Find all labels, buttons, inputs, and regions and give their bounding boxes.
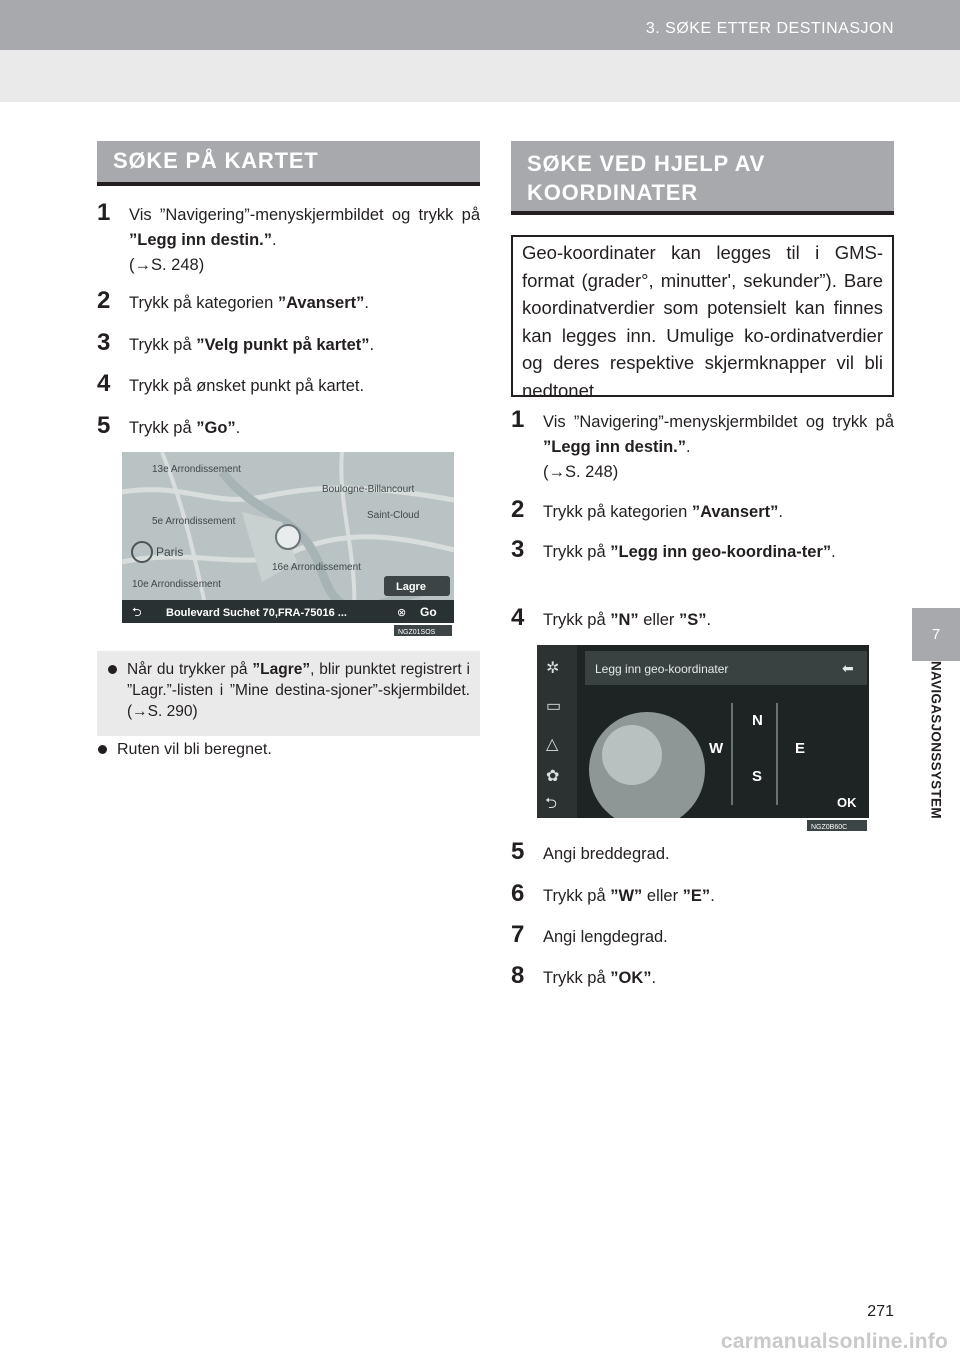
- map-label: 13e Arrondissement: [152, 464, 241, 475]
- step-number: 4: [511, 604, 525, 631]
- chapter-number-tab: 7: [912, 608, 960, 661]
- map-label: Paris: [156, 545, 184, 559]
- section-heading-coordinates: SØKE VED HJELP AV KOORDINATER: [511, 141, 894, 215]
- key-s[interactable]: S: [752, 768, 763, 785]
- step-2-right: 2 Trykk på kategorien ”Avansert”.: [511, 496, 783, 523]
- section-heading-map-search: SØKE PÅ KARTET: [97, 141, 480, 186]
- save-label: Lagre: [396, 581, 426, 593]
- go-button[interactable]: Go: [420, 605, 437, 619]
- step-number: 1: [511, 406, 525, 433]
- step-2-left: 2 Trykk på kategorien ”Avansert”.: [97, 287, 369, 314]
- delete-icon[interactable]: ⬅: [842, 660, 854, 676]
- step-number: 3: [511, 536, 525, 563]
- step-8-right: 8 Trykk på ”OK”.: [511, 962, 657, 989]
- image-code: NGZ01SOS: [398, 629, 436, 636]
- geo-coordinate-screenshot: [537, 645, 869, 832]
- step-number: 4: [97, 370, 111, 397]
- chapter-label-tab: [912, 661, 960, 911]
- step-number: 2: [511, 496, 525, 523]
- key-n[interactable]: N: [752, 712, 763, 729]
- address-bar: Boulevard Suchet 70,FRA-75016 ...: [166, 607, 347, 619]
- settings-icon[interactable]: ✲: [546, 660, 560, 677]
- chapter-label: NAVIGASJONSSYSTEM: [928, 661, 944, 819]
- intro-box: Geo-koordinater kan legges til i GMS-format (grader°, minutter', sekunder”). Bare koordinatverdier som potensielt kan finnes kan legges inn. Umulige ko-ordinatverdier og deres respektive skjermknapper vil bli nedtonet.: [511, 235, 894, 397]
- page-number: 271: [867, 1303, 894, 1320]
- step-number: 2: [97, 287, 111, 314]
- map-label: 16e Arrondissement: [272, 562, 361, 573]
- step-number: 5: [97, 412, 111, 439]
- step-number: 8: [511, 962, 525, 989]
- step-3-left: 3 Trykk på ”Velg punkt på kartet”.: [97, 329, 375, 356]
- step-5-left: 5 Trykk på ”Go”.: [97, 412, 241, 439]
- ok-button[interactable]: OK: [837, 795, 857, 810]
- step-number: 7: [511, 921, 525, 948]
- header-shade: [0, 50, 960, 102]
- screen-title: Legg inn geo-koordinater: [595, 662, 729, 676]
- bullet-route: Ruten vil bli beregnet.: [97, 739, 272, 761]
- map-label: 5e Arrondissement: [152, 516, 236, 527]
- bullet-dot: [108, 665, 117, 674]
- map-label: Saint-Cloud: [367, 510, 420, 521]
- note-box: Når du trykker på ”Lagre”, blir punktet registrert i ”Lagr.”-listen i ”Mine destina-sjoner”-skjermbildet. (→S. 290): [97, 651, 480, 736]
- step-number: 5: [511, 838, 525, 865]
- step-4-left: 4 Trykk på ønsket punkt på kartet.: [97, 370, 365, 397]
- map-screenshot: [122, 452, 454, 637]
- step-4-right: 4 Trykk på ”N” eller ”S”.: [511, 604, 712, 631]
- step-1-right: 1 Vis ”Navigering”-menyskjermbildet og trykk på ”Legg inn destin.”. (→S. 248): [511, 406, 894, 481]
- card-icon[interactable]: ▭: [546, 698, 562, 715]
- step-5-right: 5 Angi breddegrad.: [511, 838, 670, 865]
- step-6-right: 6 Trykk på ”W” eller ”E”.: [511, 880, 715, 907]
- map-label: Boulogne-Billancourt: [322, 484, 415, 495]
- step-number: 1: [97, 199, 111, 226]
- map-label: 10e Arrondissement: [132, 579, 221, 590]
- back-icon[interactable]: ⮌: [545, 795, 558, 812]
- warning-icon[interactable]: △: [546, 736, 559, 753]
- step-7-right: 7 Angi lengdegrad.: [511, 921, 668, 948]
- step-3-right: 3 Trykk på ”Legg inn geo-koordina-ter”.: [511, 536, 836, 563]
- image-code: NGZ0B60C: [811, 824, 848, 831]
- key-w[interactable]: W: [709, 740, 724, 757]
- gear-icon[interactable]: ✿: [546, 768, 560, 785]
- target-icon: ⊗: [397, 607, 407, 619]
- step-number: 6: [511, 880, 525, 907]
- key-e[interactable]: E: [795, 740, 806, 757]
- step-1-left: 1 Vis ”Navigering”-menyskjermbildet og trykk på ”Legg inn destin.”. (→S. 248): [97, 199, 480, 274]
- bullet-dot: [98, 745, 107, 754]
- watermark: carmanualsonline.info: [720, 1330, 948, 1353]
- back-icon[interactable]: ⮌: [132, 605, 142, 619]
- chapter-title: 3. SØKE ETTER DESTINASJON: [645, 20, 894, 37]
- step-number: 3: [97, 329, 111, 356]
